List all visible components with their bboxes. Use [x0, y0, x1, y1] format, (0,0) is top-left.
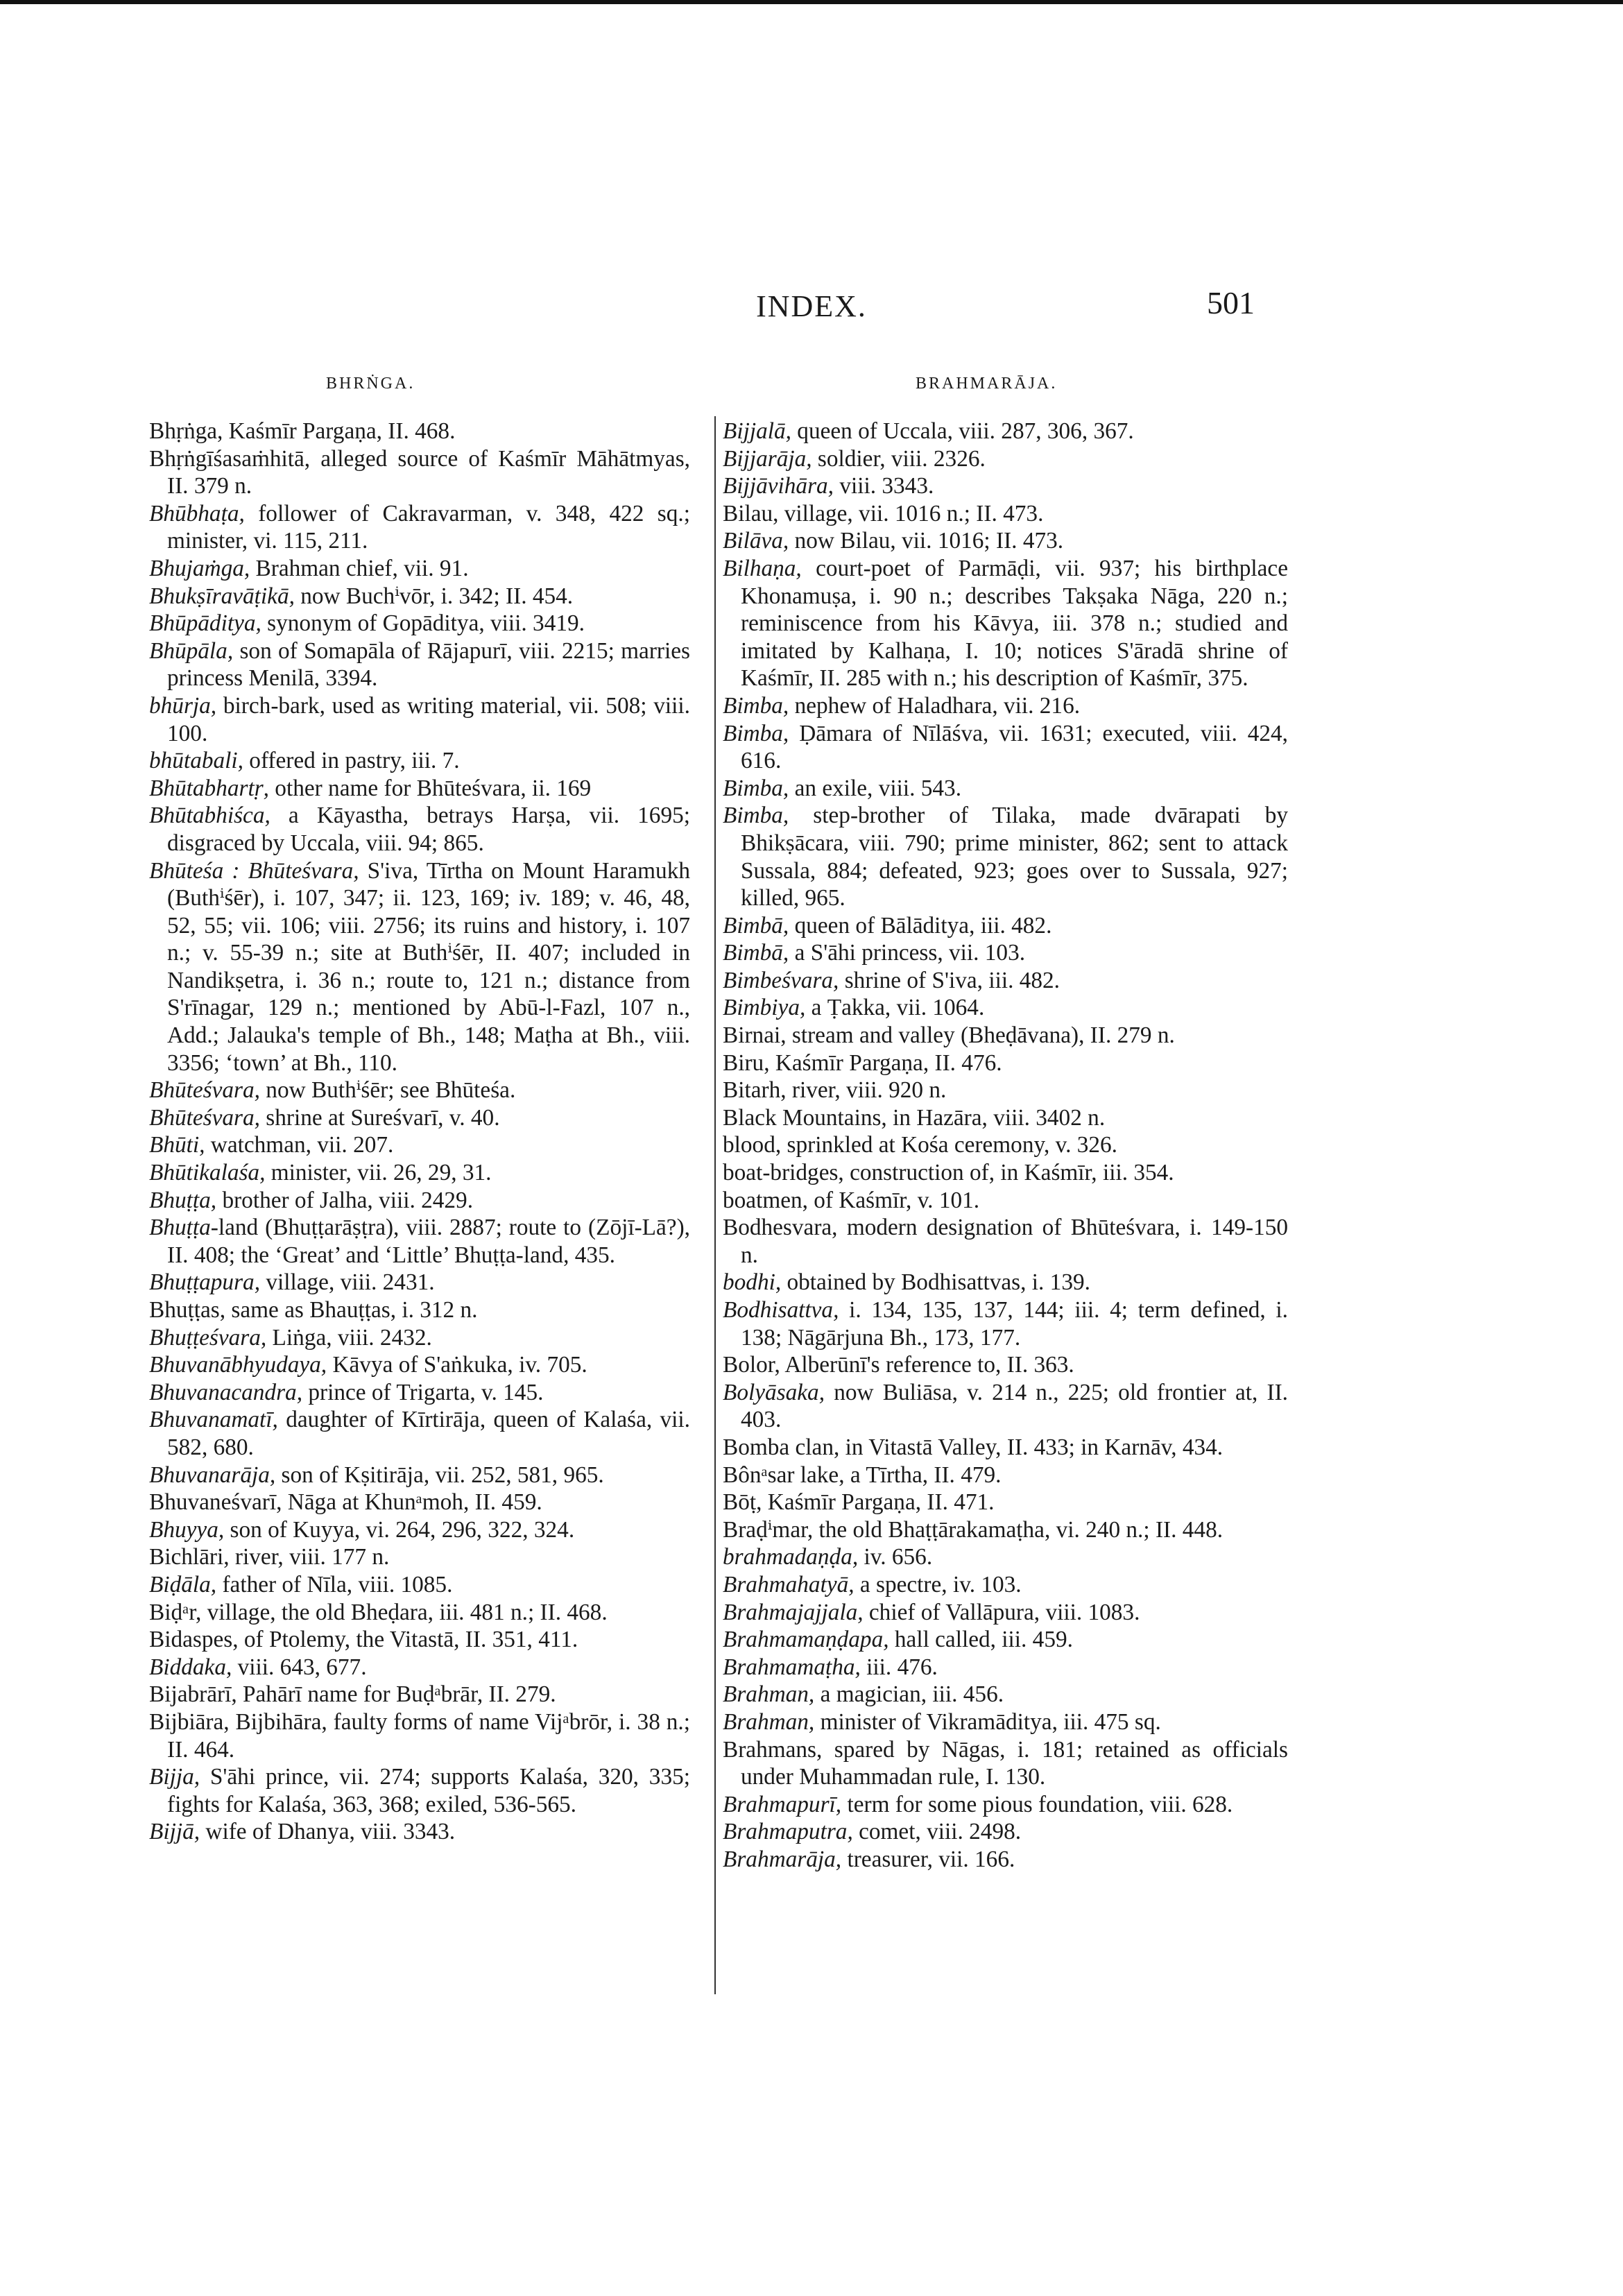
index-entry — [149, 1462, 690, 1489]
index-entry-headword: Brahman, — [723, 1708, 815, 1735]
page-title: INDEX. — [756, 289, 867, 323]
index-entry-text: Black Mountains, in Hazāra, viii. 3402 n. — [723, 1104, 1106, 1131]
index-entry-text: now Buchⁱvōr, i. 342; II. 454. — [294, 583, 574, 609]
index-entry — [723, 1571, 1288, 1599]
index-entry — [723, 967, 1288, 995]
index-entry — [723, 1269, 1288, 1296]
index-entry — [149, 1654, 690, 1681]
index-entry — [149, 1681, 690, 1708]
index-entry — [149, 1516, 690, 1544]
index-entry — [149, 775, 690, 803]
index-entry — [723, 1077, 1288, 1104]
index-entry-text: iii. 476. — [860, 1654, 938, 1680]
index-entry-headword: bodhi, — [723, 1269, 782, 1296]
index-entry-headword: Bhūteśvara, — [149, 1077, 260, 1104]
index-entry — [149, 1159, 690, 1187]
index-entry — [723, 1462, 1288, 1489]
index-entry-headword: Bhūteśa : Bhūteśvara, — [149, 857, 359, 884]
index-entry-headword: Bhuṭṭa, — [149, 1187, 217, 1213]
index-entry-text: Bolor, Alberūnī's reference to, II. 363. — [723, 1352, 1074, 1378]
index-entry-headword: Bolyāsaka, — [723, 1379, 825, 1405]
page-number: 501 — [1207, 285, 1255, 320]
index-entry — [723, 1379, 1288, 1434]
index-entry-text: village, viii. 2431. — [260, 1269, 435, 1296]
index-entry — [149, 500, 690, 555]
index-entry-text: now Bilau, vii. 1016; II. 473. — [789, 528, 1064, 554]
index-entry — [149, 1626, 690, 1654]
index-entry-headword: Bhūpāla, — [149, 637, 234, 664]
index-entry — [723, 1050, 1288, 1077]
index-entry-text: son of Somapāla of Rājapurī, viii. 2215; marries princess Menilā, 3394. — [167, 637, 690, 692]
index-entry — [723, 1516, 1288, 1544]
index-entry-text: S'iva, Tīrtha on Mount Haramukh (Buthⁱśēr), i. 107, 347; ii. 123, 169; iv. 189; v. 46, 48, 52, 55; vii. 106; viii. 2756; its ruins and history, i. 107 n.; v. 55-39 n.; site at Buthⁱśēr, II. 407; included in Nandikṣetra, i. 36 n.; route to, 121 n.; distance from S'rīnagar, 129 n.; mentioned by Abū-l-Fazl, 107 n., Add.; Jalauka's temple of Bh., 148; Maṭha at Bh., viii. 3356; ‘town’ at Bh., 110. — [167, 857, 690, 1076]
index-entry-text: son of Kuyya, vi. 264, 296, 322, 324. — [224, 1516, 575, 1543]
index-entry-headword: Bimba, — [723, 720, 789, 746]
index-entry — [149, 1324, 690, 1352]
index-entry-text: Biḍᵃr, village, the old Bheḍara, iii. 481 n.; II. 468. — [149, 1599, 608, 1625]
index-entry — [149, 802, 690, 857]
index-entry-headword: Bimbeśvara, — [723, 967, 839, 993]
index-entry-text: nephew of Haladhara, vii. 216. — [789, 692, 1081, 719]
index-entry — [149, 692, 690, 747]
index-entry — [723, 1626, 1288, 1654]
index-entry — [723, 500, 1288, 528]
index-entry-headword: Bhūtabhiśca, — [149, 803, 270, 829]
index-entry — [149, 1406, 690, 1461]
index-entry-headword: Bijjarāja, — [723, 445, 812, 472]
index-entry-text: Bichlāri, river, viii. 177 n. — [149, 1544, 390, 1570]
index-entry-headword: Bhujaṁga, — [149, 555, 250, 581]
index-entry — [149, 1214, 690, 1269]
index-entry — [149, 1763, 690, 1818]
index-entry-text: Bijabrārī, Pahārī name for Buḍᵃbrār, II. 279. — [149, 1681, 556, 1708]
index-entry-text: Bidaspes, of Ptolemy, the Vitastā, II. 351, 411. — [149, 1627, 578, 1653]
top-border-rule — [0, 0, 1623, 4]
index-entry-text: Liṅga, viii. 2432. — [266, 1324, 432, 1351]
index-entry-text: synonym of Gopāditya, viii. 3419. — [261, 610, 585, 637]
index-entry — [723, 555, 1288, 692]
index-entry-headword: Bhuṭṭapura, — [149, 1269, 261, 1296]
left-index-column — [149, 418, 690, 1846]
index-entry — [149, 1077, 690, 1104]
index-entry-text: shrine at Sureśvarī, v. 40. — [259, 1104, 500, 1131]
index-entry-text: prince of Trigarta, v. 145. — [302, 1379, 544, 1405]
index-entry-text: iv. 656. — [858, 1544, 933, 1570]
index-entry-text: land (Bhuṭṭarāṣṭra), viii. 2887; route to (Zōjī-Lā?), II. 408; the ‘Great’ and ‘Little’ Bhuṭṭa-land, 435. — [167, 1215, 690, 1268]
index-entry-text: chief of Vallāpura, viii. 1083. — [863, 1599, 1140, 1625]
index-entry — [723, 1214, 1288, 1269]
index-entry-text: daughter of Kīrtirāja, queen of Kalaśa, vii. 582, 680. — [167, 1407, 690, 1460]
index-entry — [149, 1351, 690, 1379]
index-entry-headword: Bijjāvihāra, — [723, 473, 834, 499]
index-entry-headword: Bhūtikalaśa, — [149, 1160, 266, 1186]
index-entry-text: Birnai, stream and valley (Bheḍāvana), II. 279 n. — [723, 1022, 1175, 1049]
index-entry — [149, 555, 690, 583]
index-entry-headword: Bodhisattva, — [723, 1297, 839, 1323]
index-entry — [149, 1543, 690, 1571]
index-entry — [723, 720, 1288, 775]
index-entry-headword: Bhūti, — [149, 1132, 205, 1158]
index-entry-text: brother of Jalha, viii. 2429. — [216, 1187, 474, 1213]
index-entry-text: an exile, viii. 543. — [789, 775, 962, 801]
index-entry-headword: Bhuṭṭeśvara, — [149, 1324, 267, 1351]
index-entry-text: Bhṛṅgīśasaṁhitā, alleged source of Kaśmīr Māhātmyas, II. 379 n. — [149, 445, 690, 499]
index-entry — [723, 692, 1288, 720]
index-entry-text: follower of Cakravarman, v. 348, 422 sq.; minister, vi. 115, 211. — [167, 500, 690, 554]
index-entry-headword: Biḍāla, — [149, 1571, 217, 1597]
index-entry — [723, 994, 1288, 1022]
index-entry-headword: Bimba, — [723, 803, 789, 829]
index-entry-text: Braḍⁱmar, the old Bhaṭṭārakamaṭha, vi. 240 n.; II. 448. — [723, 1516, 1223, 1543]
index-entry — [723, 418, 1288, 445]
index-entry — [723, 1846, 1288, 1874]
index-entry-text: Bōṭ, Kaśmīr Pargaṇa, II. 471. — [723, 1489, 995, 1516]
index-entry-text: minister of Vikramāditya, iii. 475 sq. — [814, 1708, 1161, 1735]
index-entry-text: Bomba clan, in Vitastā Valley, II. 433; in Karnāv, 434. — [723, 1434, 1223, 1460]
index-entry — [723, 939, 1288, 967]
index-entry-text: boat-bridges, construction of, in Kaśmīr, iii. 354. — [723, 1160, 1174, 1186]
index-entry — [723, 1022, 1288, 1050]
index-entry — [723, 1543, 1288, 1571]
index-entry-text: birch-bark, used as writing material, vii. 508; viii. 100. — [167, 692, 690, 746]
index-entry-text: son of Kṣitirāja, vii. 252, 581, 965. — [275, 1462, 604, 1488]
index-entry-headword: Bhūbhaṭa, — [149, 500, 245, 526]
index-entry — [149, 1269, 690, 1296]
index-entry-text: a spectre, iv. 103. — [854, 1571, 1022, 1597]
index-entry — [723, 775, 1288, 803]
index-entry-headword: Bhuvanarāja, — [149, 1462, 276, 1488]
right-column-heading: BRAHMARĀJA. — [916, 375, 1058, 393]
index-entry — [723, 1434, 1288, 1462]
index-entry — [723, 1187, 1288, 1215]
index-entry-text: hall called, iii. 459. — [888, 1627, 1073, 1653]
index-entry-text: viii. 3343. — [834, 473, 934, 499]
index-entry-text: Bitarh, river, viii. 920 n. — [723, 1077, 947, 1104]
index-entry — [723, 1654, 1288, 1681]
index-entry-headword: Bijjalā, — [723, 418, 791, 444]
index-entry-text: Bilau, village, vii. 1016 n.; II. 473. — [723, 500, 1044, 526]
left-column-heading: BHRṄGA. — [326, 375, 415, 393]
index-entry-headword: Bijjā, — [149, 1819, 200, 1845]
index-entry-text: now Buthⁱśēr; see Bhūteśa. — [259, 1077, 516, 1104]
index-entry — [723, 1296, 1288, 1351]
index-entry — [149, 1599, 690, 1627]
index-entry — [723, 1489, 1288, 1516]
index-entry-text: father of Nīla, viii. 1085. — [216, 1571, 453, 1597]
index-entry — [723, 1131, 1288, 1159]
index-entry — [149, 445, 690, 500]
index-entry — [723, 1599, 1288, 1627]
index-entry-text: Bhuṭṭas, same as Bhauṭṭas, i. 312 n. — [149, 1297, 478, 1323]
index-entry-text: treasurer, vii. 166. — [841, 1846, 1015, 1872]
index-entry-text: other name for Bhūteśvara, ii. 169 — [268, 775, 592, 801]
index-entry-text: Brahman chief, vii. 91. — [250, 555, 469, 581]
index-entry — [723, 1351, 1288, 1379]
index-entry-text: queen of Bālāditya, iii. 482. — [789, 912, 1052, 939]
index-entry-text: Biru, Kaśmīr Pargaṇa, II. 476. — [723, 1050, 1002, 1076]
index-entry — [723, 912, 1288, 940]
index-entry — [149, 1818, 690, 1846]
index-entry-text: S'āhi prince, vii. 274; supports Kalaśa, 320, 335; fights for Kalaśa, 363, 368; exiled, 536-565. — [167, 1764, 690, 1817]
index-entry — [723, 1791, 1288, 1819]
index-entry-text: blood, sprinkled at Kośa ceremony, v. 326. — [723, 1132, 1118, 1158]
index-entry-text: i. 134, 135, 137, 144; iii. 4; term defined, i. 138; Nāgārjuna Bh., 173, 177. — [741, 1297, 1288, 1351]
index-entry-headword: Bimba, — [723, 692, 789, 719]
index-entry — [149, 1104, 690, 1132]
index-entry-headword: Bimbā, — [723, 912, 789, 939]
index-entry-headword: Bhuṭṭa- — [149, 1215, 218, 1241]
index-entry-text: court-poet of Parmāḍi, vii. 937; his birthplace Khonamuṣa, i. 90 n.; describes Takṣaka Nāga, 220 n.; reminiscence from his Kāvya, iii. 378 n.; studied and imitated by Kalhaṇa, I. 10; notices S'āradā shrine of Kaśmīr, II. 285 with n.; his description of Kaśmīr, 375. — [741, 555, 1288, 692]
index-entry — [723, 1708, 1288, 1736]
index-entry-text: watchman, vii. 207. — [205, 1132, 394, 1158]
index-entry — [723, 1159, 1288, 1187]
index-entry-text: queen of Uccala, viii. 287, 306, 367. — [791, 418, 1134, 444]
index-entry — [723, 1104, 1288, 1132]
index-entry — [723, 1681, 1288, 1708]
index-entry-text: Ḍāmara of Nīlāśva, vii. 1631; executed, viii. 424, 616. — [741, 720, 1288, 774]
index-entry — [149, 1379, 690, 1407]
index-entry — [723, 1736, 1288, 1791]
index-entry-headword: Brahmapurī, — [723, 1791, 842, 1817]
index-entry — [723, 472, 1288, 500]
index-entry — [723, 1818, 1288, 1846]
index-entry-headword: Bhuyya, — [149, 1516, 225, 1543]
index-entry-text: Bhuvaneśvarī, Nāga at Khunᵃmoh, II. 459. — [149, 1489, 542, 1516]
index-entry-text: a Ṭakka, vii. 1064. — [805, 995, 985, 1021]
index-entry-headword: Brahman, — [723, 1681, 815, 1708]
right-index-column — [723, 418, 1288, 1873]
index-entry-text: comet, viii. 2498. — [852, 1819, 1022, 1845]
index-entry — [149, 583, 690, 610]
index-entry-headword: Bimba, — [723, 775, 789, 801]
index-entry-headword: Bhūteśvara, — [149, 1104, 260, 1131]
index-entry-headword: Bhukṣīravāṭikā, — [149, 583, 295, 609]
index-entry-headword: Brahmahatyā, — [723, 1571, 855, 1597]
index-entry-headword: Bijja, — [149, 1764, 200, 1790]
index-entry-text: boatmen, of Kaśmīr, v. 101. — [723, 1187, 980, 1213]
index-entry-headword: Brahmarāja, — [723, 1846, 842, 1872]
index-entry-headword: Bhuvanamatī, — [149, 1407, 278, 1433]
index-entry-headword: Bhūpāditya, — [149, 610, 261, 637]
index-entry-text: Bijbiāra, Bijbihāra, faulty forms of name Vijᵃbrōr, i. 38 n.; II. 464. — [149, 1708, 690, 1763]
index-entry-headword: Bilhaṇa, — [723, 555, 802, 581]
index-entry-headword: brahmadaṇḍa, — [723, 1544, 859, 1570]
index-entry — [149, 1131, 690, 1159]
index-entry-text: offered in pastry, iii. 7. — [243, 748, 460, 774]
index-entry-text: now Buliāsa, v. 214 n., 225; old frontier at, II. 403. — [741, 1379, 1288, 1433]
index-entry — [149, 1187, 690, 1215]
index-entry-text: minister, vii. 26, 29, 31. — [265, 1160, 492, 1186]
index-entry-headword: Bhūtabhartṛ, — [149, 775, 269, 801]
index-entry-text: soldier, viii. 2326. — [812, 445, 986, 472]
index-entry-text: step-brother of Tilaka, made dvārapati by Bhikṣācara, viii. 790; prime minister, 862; sent to attack Sussala, 884; defeated, 923; goes over to Sussala, 927; killed, 965. — [741, 803, 1288, 911]
index-entry-text: a magician, iii. 456. — [814, 1681, 1004, 1708]
index-entry-text: term for some pious foundation, viii. 628. — [841, 1791, 1233, 1817]
index-entry — [723, 527, 1288, 555]
index-entry-text: obtained by Bodhisattvas, i. 139. — [781, 1269, 1090, 1296]
index-entry-text: viii. 643, 677. — [232, 1654, 367, 1680]
index-entry-text: Bodhesvara, modern designation of Bhūteśvara, i. 149-150 n. — [723, 1215, 1288, 1268]
index-entry-text: wife of Dhanya, viii. 3343. — [200, 1819, 456, 1845]
index-entry-text: a S'āhi princess, vii. 103. — [789, 940, 1026, 966]
index-entry-headword: Bimbiya, — [723, 995, 806, 1021]
index-entry-headword: Bhuvanacandra, — [149, 1379, 303, 1405]
index-entry-headword: bhūrja, — [149, 692, 217, 719]
index-entry — [149, 1296, 690, 1324]
index-entry — [149, 747, 690, 775]
index-entry — [149, 857, 690, 1077]
index-entry-headword: Brahmajajjala, — [723, 1599, 864, 1625]
index-entry-text: Brahmans, spared by Nāgas, i. 181; retained as officials under Muhammadan rule, I. 130. — [723, 1736, 1288, 1790]
index-entry-text: a Kāyastha, betrays Harṣa, vii. 1695; disgraced by Uccala, viii. 94; 865. — [167, 803, 690, 856]
index-entry-headword: bhūtabali, — [149, 748, 243, 774]
index-entry-headword: Bhuvanābhyudaya, — [149, 1352, 327, 1378]
index-entry — [149, 637, 690, 692]
column-divider — [714, 416, 716, 1994]
index-entry-headword: Brahmaputra, — [723, 1819, 853, 1845]
index-entry — [149, 1571, 690, 1599]
index-entry — [149, 610, 690, 637]
index-entry-headword: Brahmamaṇḍapa, — [723, 1627, 889, 1653]
index-entry — [723, 802, 1288, 911]
index-entry-text: shrine of S'iva, iii. 482. — [839, 967, 1060, 993]
index-entry-headword: Bimbā, — [723, 940, 789, 966]
index-entry — [149, 1489, 690, 1516]
index-entry-headword: Biddaka, — [149, 1654, 232, 1680]
index-entry-headword: Brahmamaṭha, — [723, 1654, 861, 1680]
index-entry-text: Bônᵃsar lake, a Tīrtha, II. 479. — [723, 1462, 1002, 1488]
index-entry — [149, 418, 690, 445]
index-entry-text: Bhṛṅga, Kaśmīr Pargaṇa, II. 468. — [149, 418, 456, 444]
index-entry-text: Kāvya of S'aṅkuka, iv. 705. — [327, 1352, 587, 1378]
index-entry — [723, 445, 1288, 473]
index-entry-headword: Bilāva, — [723, 528, 789, 554]
index-entry — [149, 1708, 690, 1763]
